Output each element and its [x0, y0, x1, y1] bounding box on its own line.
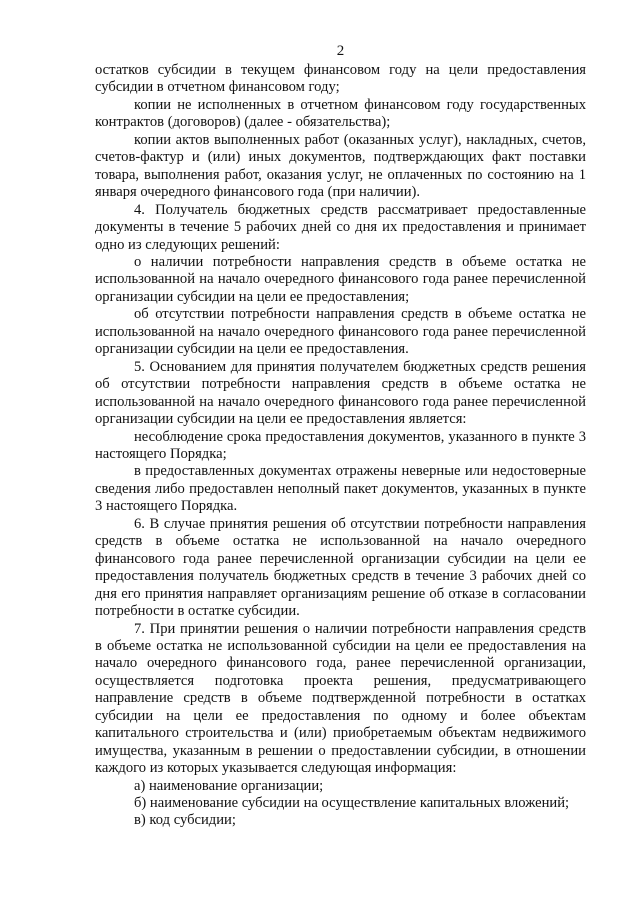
list-item-a: а) наименование организации;: [134, 777, 324, 794]
list-item-b: б) наименование субсидии на осуществление капитальных вложений;: [134, 795, 570, 812]
paragraph-remainders-continuation: остатков субсидии в текущем финансовом году на цели предоставления субсидии в отчетном финансовом году;: [95, 62, 586, 96]
page-number: 2: [336, 43, 345, 59]
paragraph-clause-7: 7. При принятии решения о наличии потребности направления средств в объеме остатка не использованной субсидии на цели ее предоставления на начало очередного финансового года, ранее перечисленной организации, осуществляется подготовка проекта решения, предусматривающего направление средств в объеме подтвержденной потребности в остатках субсидии на цели ее предоставления по одному и более объектам капитального строительства и (или) приобретаемым объектам недвижимого имущества, указанным в решении о предоставлении субсидии, в отношении каждого из которых указывается следующая информация:: [95, 620, 586, 777]
list-item-v: в) код субсидии;: [134, 812, 236, 829]
paragraph-clause-4: 4. Получатель бюджетных средств рассматривает предоставленные документы в течение 5 рабочих дней со дня их предоставления и принимает одно из следующих решений:: [95, 201, 586, 253]
paragraph-deadline-violation: несоблюдение срока предоставления документов, указанного в пункте 3 настоящего Порядка;: [95, 428, 586, 462]
paragraph-clause-6: 6. В случае принятия решения об отсутствии потребности направления средств в объеме остатка не использованной на начало очередного финансового года ранее перечисленной организации субсидии на цели ее предоставления получатель бюджетных средств в течение 3 рабочих дней со дня его принятия направляет организациям решение об отказе в согласовании потребности в остатке субсидии.: [95, 515, 586, 620]
paragraph-decision-no-need: об отсутствии потребности направления средств в объеме остатка не использованной на начало очередного финансового года ранее перечисленной организации субсидии на цели ее предоставления.: [95, 306, 586, 358]
paragraph-invalid-documents: в предоставленных документах отражены неверные или недостоверные сведения либо предоставлен неполный пакет документов, указанных в пункте 3 настоящего Порядка.: [95, 463, 586, 515]
paragraph-decision-need: о наличии потребности направления средств в объеме остатка не использованной на начало очередного финансового года ранее перечисленной организации субсидии на цели ее предоставления;: [95, 253, 586, 305]
paragraph-contract-copies: копии не исполненных в отчетном финансовом году государственных контрактов (договоров) (далее - обязательства);: [95, 96, 586, 131]
paragraph-clause-5: 5. Основанием для принятия получателем бюджетных средств решения об отсутствии потребности направления средств в объеме остатка не использованной на начало очередного финансового года ранее перечисленной организации субсидии на цели ее предоставления является:: [95, 358, 586, 428]
paragraph-act-copies: копии актов выполненных работ (оказанных услуг), накладных, счетов, счетов-фактур и (или) иных документов, подтверждающих факт поставки товара, выполнения работ, оказания услуг, не оплаченных по состоянию на 1 января очередного финансового года (при наличии).: [95, 131, 586, 201]
